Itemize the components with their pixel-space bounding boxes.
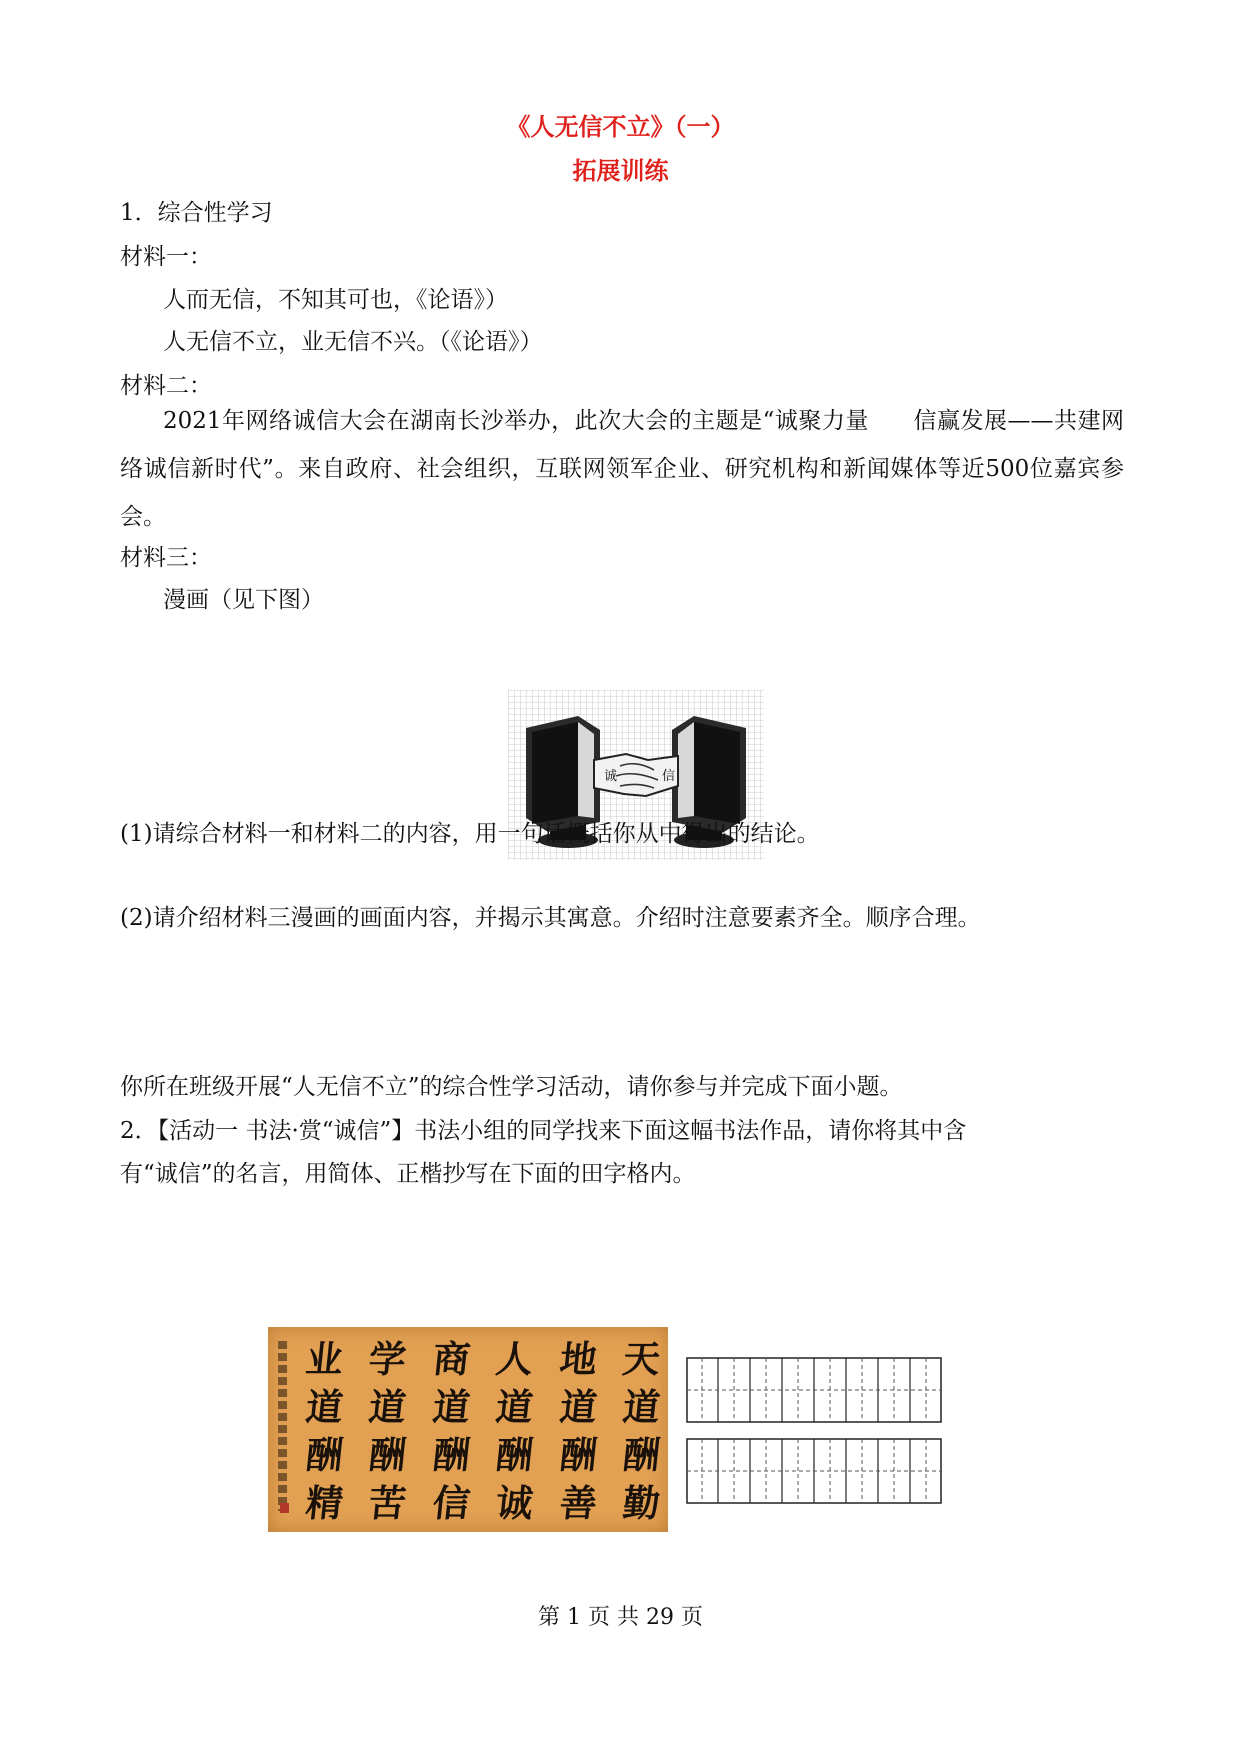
calligraphy-char: 酬	[430, 1433, 473, 1477]
activity-intro: 你所在班级开展“人无信不立”的综合性学习活动，请你参与并完成下面小题。	[120, 1074, 903, 1100]
calligraphy-char: 学	[367, 1337, 409, 1381]
calligraphy-char: 道	[303, 1385, 346, 1429]
question-2-line-1: 2．【活动一 书法·赏“诚信”】书法小组的同学找来下面这幅书法作品，请你将其中含	[120, 1118, 967, 1144]
calligraphy-char: 道	[367, 1385, 409, 1429]
calligraphy-seal	[280, 1503, 289, 1513]
calligraphy-char: 人	[493, 1337, 536, 1381]
material-1-quote-2: 人无信不立，业无信不兴。（《论语》）	[163, 329, 543, 355]
calligraphy-char: 天	[620, 1337, 663, 1381]
material-2-text-a: 2021年网络诚信大会在湖南长沙举办，此次大会的主题是“诚聚力量	[163, 408, 869, 434]
material-2-label: 材料二：	[120, 373, 212, 399]
calligraphy-char: 酬	[367, 1433, 409, 1477]
sub-question-1: (1)请综合材料一和材料二的内容，用一句话概括你从中得出的结论。	[120, 821, 820, 847]
tianzige-grid-1[interactable]	[686, 1357, 942, 1425]
calligraphy-char: 酬	[620, 1433, 663, 1477]
calligraphy-char: 道	[620, 1385, 663, 1429]
material-3-caption: 漫画（见下图）	[163, 587, 324, 613]
tianzige-grid-2[interactable]	[686, 1438, 942, 1506]
calligraphy-char: 诚	[493, 1481, 536, 1525]
calligraphy-char: 酬	[557, 1433, 599, 1477]
sub-question-2: (2)请介绍材料三漫画的画面内容，并揭示其寓意。介绍时注意要素齐全。顺序合理。	[120, 905, 981, 931]
calligraphy-char: 地	[557, 1337, 599, 1381]
calligraphy-column	[557, 1337, 599, 1525]
page-title: 《人无信不立》（一）	[506, 113, 735, 141]
question-1-label: 1．综合性学习	[120, 200, 273, 226]
calligraphy-inscription	[278, 1341, 287, 1511]
calligraphy-column	[430, 1337, 473, 1525]
cartoon-label-xin: 信	[662, 769, 676, 784]
calligraphy-char: 道	[557, 1385, 599, 1429]
calligraphy-char: 道	[493, 1385, 536, 1429]
calligraphy-char: 苦	[367, 1481, 409, 1525]
calligraphy-char: 善	[557, 1481, 599, 1525]
calligraphy-char: 勤	[620, 1481, 663, 1525]
calligraphy-char: 商	[430, 1337, 473, 1381]
material-3-label: 材料三：	[120, 545, 212, 571]
calligraphy-char: 酬	[493, 1433, 536, 1477]
material-1-label: 材料一：	[120, 244, 212, 270]
material-1-quote-1: 人而无信，不知其可也，《论语》）	[163, 287, 508, 313]
page-footer: 第 1 页 共 29 页	[538, 1605, 703, 1630]
material-2-paragraph	[120, 397, 1124, 541]
material-2-text-b: 信赢发展——共建网络诚信新时代”。来自政府、社会组织，互联网领军企业、研究机构和新闻媒体等近500位嘉宾参会。	[120, 408, 1124, 530]
calligraphy-char: 酬	[303, 1433, 346, 1477]
calligraphy-column	[303, 1337, 346, 1525]
calligraphy-column	[620, 1337, 663, 1525]
calligraphy-artwork	[268, 1327, 668, 1532]
calligraphy-char: 精	[303, 1481, 346, 1525]
calligraphy-column	[493, 1337, 536, 1525]
calligraphy-column	[367, 1337, 409, 1525]
cartoon-label-cheng: 诚	[604, 769, 618, 784]
calligraphy-char: 业	[303, 1337, 346, 1381]
calligraphy-char: 道	[430, 1385, 473, 1429]
page-subtitle: 拓展训练	[572, 157, 669, 185]
calligraphy-char: 信	[430, 1481, 473, 1525]
question-2-line-2: 有“诚信”的名言，用简体、正楷抄写在下面的田字格内。	[120, 1161, 696, 1187]
calligraphy-columns	[303, 1337, 663, 1527]
